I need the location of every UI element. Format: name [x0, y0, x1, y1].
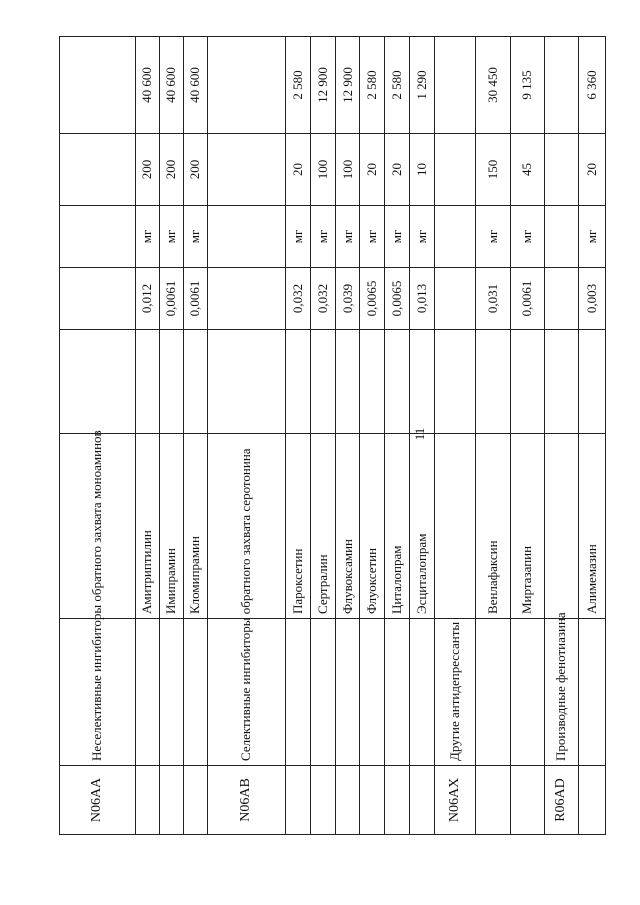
unit-cell: мг	[511, 206, 544, 268]
empty-cell	[578, 766, 605, 835]
drug-name-cell: Кломипрамин	[183, 434, 207, 619]
empty-cell	[511, 766, 544, 835]
empty-cell	[511, 619, 544, 766]
atc-code-cell: R06AD	[544, 766, 578, 835]
dose-cell: 0,0065	[385, 268, 410, 330]
table-row-group	[60, 37, 136, 835]
empty-cell	[544, 434, 578, 619]
total-cell: 40 600	[159, 37, 183, 134]
table-row	[410, 37, 435, 835]
empty-cell	[435, 206, 476, 268]
empty-cell	[410, 619, 435, 766]
unit-cell: мг	[475, 206, 510, 268]
drug-name-cell: Флуоксетин	[360, 434, 385, 619]
drug-name-cell: Алимемазин	[578, 434, 605, 619]
drug-name-cell: Пароксетин	[285, 434, 310, 619]
empty-cell	[135, 330, 159, 434]
group-name-cell: Селективные ингибиторы обратного захвата серотонина	[207, 619, 285, 766]
unit-cell: мг	[335, 206, 360, 268]
total-cell: 9 135	[511, 37, 544, 134]
empty-cell	[60, 37, 136, 134]
empty-cell	[60, 206, 136, 268]
dose-cell: 0,031	[475, 268, 510, 330]
page-number: 11	[412, 427, 427, 441]
total-cell: 2 580	[285, 37, 310, 134]
empty-cell	[385, 619, 410, 766]
total-cell: 40 600	[183, 37, 207, 134]
table-row	[511, 37, 544, 835]
empty-cell	[360, 330, 385, 434]
empty-cell	[60, 268, 136, 330]
value-cell: 200	[183, 134, 207, 206]
value-cell: 100	[310, 134, 335, 206]
empty-cell	[159, 330, 183, 434]
empty-cell	[544, 37, 578, 134]
drug-table-frame	[59, 37, 606, 835]
total-cell: 40 600	[135, 37, 159, 134]
total-cell: 2 580	[385, 37, 410, 134]
total-cell: 6 360	[578, 37, 605, 134]
table-row	[475, 37, 510, 835]
empty-cell	[310, 619, 335, 766]
empty-cell	[207, 134, 285, 206]
table-row-group	[207, 37, 285, 835]
empty-cell	[578, 619, 605, 766]
empty-cell	[435, 434, 476, 619]
empty-cell	[207, 37, 285, 134]
drug-name-cell: Венлафаксин	[475, 434, 510, 619]
empty-cell	[410, 330, 435, 434]
empty-cell	[135, 619, 159, 766]
empty-cell	[335, 619, 360, 766]
value-cell: 200	[135, 134, 159, 206]
empty-cell	[60, 330, 136, 434]
empty-cell	[159, 619, 183, 766]
total-cell: 12 900	[310, 37, 335, 134]
empty-cell	[360, 619, 385, 766]
drug-name-cell: Миртазапин	[511, 434, 544, 619]
empty-cell	[310, 766, 335, 835]
table-row	[360, 37, 385, 835]
dose-cell: 0,0061	[183, 268, 207, 330]
empty-cell	[544, 268, 578, 330]
dose-cell: 0,032	[310, 268, 335, 330]
total-cell: 12 900	[335, 37, 360, 134]
value-cell: 20	[360, 134, 385, 206]
table-row-group	[435, 37, 476, 835]
total-cell: 2 580	[360, 37, 385, 134]
total-cell: 30 450	[475, 37, 510, 134]
dose-cell: 0,0065	[360, 268, 385, 330]
rotated-table-wrapper	[59, 37, 606, 835]
unit-cell: мг	[183, 206, 207, 268]
empty-cell	[578, 330, 605, 434]
empty-cell	[285, 619, 310, 766]
drug-name-cell: Амитриптилин	[135, 434, 159, 619]
empty-cell	[544, 206, 578, 268]
empty-cell	[183, 766, 207, 835]
drug-name-cell: Имипрамин	[159, 434, 183, 619]
dose-cell: 0,013	[410, 268, 435, 330]
unit-cell: мг	[360, 206, 385, 268]
table-row	[285, 37, 310, 835]
drug-name-cell: Циталопрам	[385, 434, 410, 619]
unit-cell: мг	[159, 206, 183, 268]
empty-cell	[511, 330, 544, 434]
table-row	[135, 37, 159, 835]
empty-cell	[183, 619, 207, 766]
drug-name-cell: Эсциталопрам	[410, 434, 435, 619]
unit-cell: мг	[135, 206, 159, 268]
empty-cell	[385, 330, 410, 434]
dose-cell: 0,032	[285, 268, 310, 330]
empty-cell	[435, 268, 476, 330]
empty-cell	[60, 134, 136, 206]
drug-name-cell: Сертралин	[310, 434, 335, 619]
empty-cell	[410, 766, 435, 835]
empty-cell	[435, 330, 476, 434]
value-cell: 100	[335, 134, 360, 206]
dose-cell: 0,0061	[159, 268, 183, 330]
value-cell: 20	[385, 134, 410, 206]
empty-cell	[285, 766, 310, 835]
empty-cell	[207, 268, 285, 330]
table-row	[335, 37, 360, 835]
group-name-cell: Другие антидепрессанты	[435, 619, 476, 766]
empty-cell	[475, 766, 510, 835]
empty-cell	[135, 766, 159, 835]
empty-cell	[475, 330, 510, 434]
empty-cell	[544, 134, 578, 206]
empty-cell	[475, 619, 510, 766]
empty-cell	[207, 206, 285, 268]
group-name-cell: Производные фенотиазина	[544, 619, 578, 766]
value-cell: 20	[285, 134, 310, 206]
empty-cell	[207, 330, 285, 434]
table-row	[183, 37, 207, 835]
value-cell: 200	[159, 134, 183, 206]
empty-cell	[360, 766, 385, 835]
dose-cell: 0,003	[578, 268, 605, 330]
value-cell: 150	[475, 134, 510, 206]
value-cell: 45	[511, 134, 544, 206]
atc-code-cell: N06AX	[435, 766, 476, 835]
table-row	[310, 37, 335, 835]
group-name-cell: Неселективные ингибиторы обратного захвата моноаминов	[60, 619, 136, 766]
value-cell: 20	[578, 134, 605, 206]
dose-cell: 0,039	[335, 268, 360, 330]
atc-code-cell: N06AB	[207, 766, 285, 835]
table-row	[578, 37, 605, 835]
value-cell: 10	[410, 134, 435, 206]
dose-cell: 0,0061	[511, 268, 544, 330]
table-row-group	[544, 37, 578, 835]
empty-cell	[183, 330, 207, 434]
atc-code-cell: N06AA	[60, 766, 136, 835]
empty-cell	[385, 766, 410, 835]
empty-cell	[285, 330, 310, 434]
unit-cell: мг	[578, 206, 605, 268]
empty-cell	[435, 37, 476, 134]
empty-cell	[335, 766, 360, 835]
empty-cell	[435, 134, 476, 206]
drug-name-cell: Флувоксамин	[335, 434, 360, 619]
unit-cell: мг	[285, 206, 310, 268]
empty-cell	[310, 330, 335, 434]
empty-cell	[159, 766, 183, 835]
drug-table	[59, 36, 606, 835]
table-row	[385, 37, 410, 835]
unit-cell: мг	[410, 206, 435, 268]
unit-cell: мг	[310, 206, 335, 268]
dose-cell: 0,012	[135, 268, 159, 330]
total-cell: 1 290	[410, 37, 435, 134]
table-row	[159, 37, 183, 835]
empty-cell	[544, 330, 578, 434]
empty-cell	[335, 330, 360, 434]
unit-cell: мг	[385, 206, 410, 268]
